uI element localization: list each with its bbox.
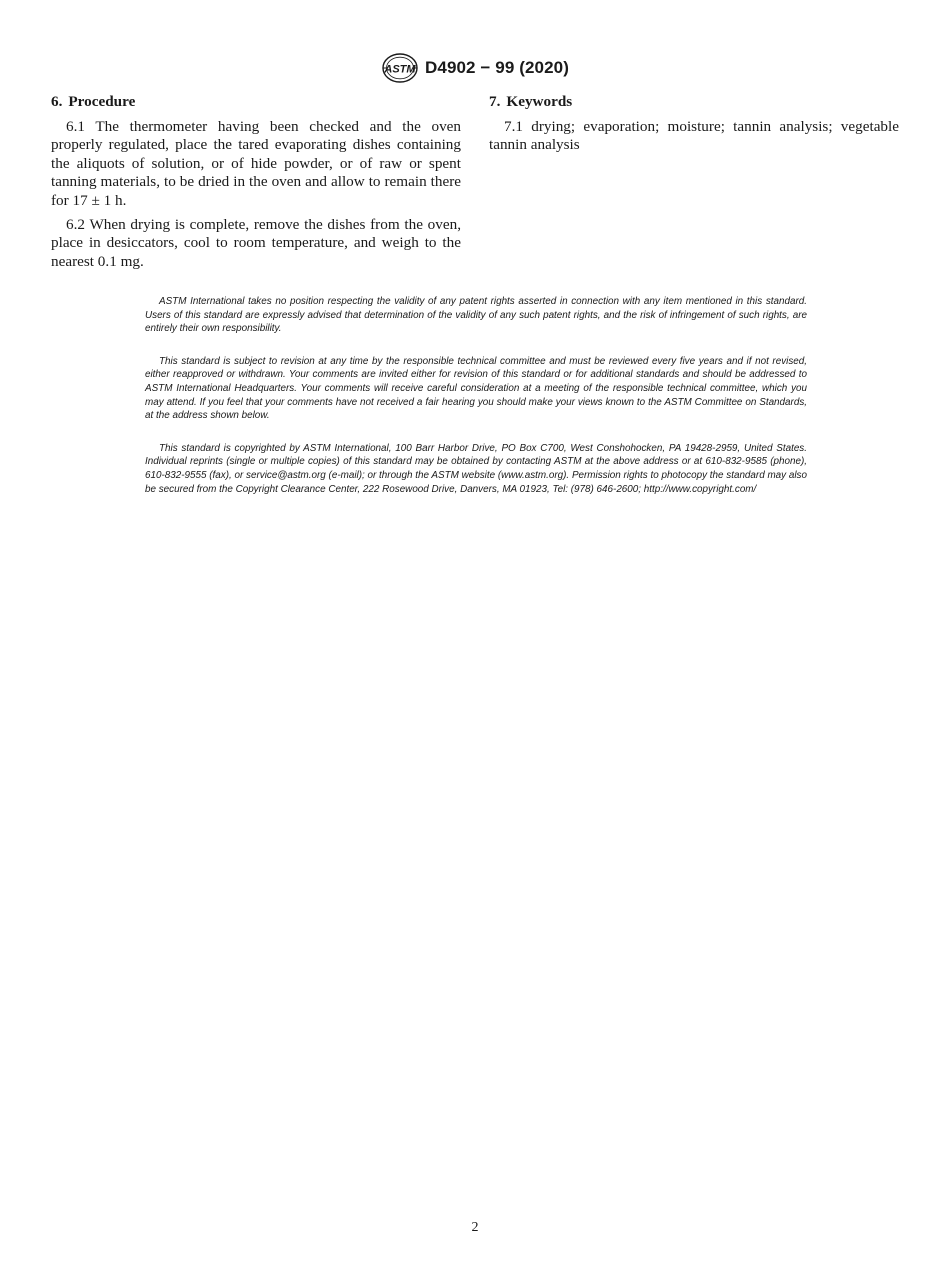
astm-notices [145, 295, 807, 515]
page-header [0, 52, 950, 84]
revision-notice: This standard is subject to revision at any time by the responsible technical committee and must be reviewed every five years and if not revised, either reapproved or withdrawn. Your comments are invited either for revision of this standard or for additional standards and should be addressed to ASTM International Headquarters. Your comments will receive careful consideration at a meeting of the responsible technical committee, which you may attend. If you feel that your comments have not received a fair hearing you should make your views known to the ASTM Committee on Standards, at the address shown below. [145, 355, 807, 422]
section-title: Keywords [506, 93, 573, 110]
astm-logo-icon [381, 52, 419, 84]
section-number: 6. [51, 93, 63, 110]
section-title: Procedure [68, 93, 136, 110]
section-heading [51, 93, 461, 112]
svg-text:ASTM: ASTM [384, 63, 416, 76]
patent-notice: ASTM International takes no position respecting the validity of any patent rights asserted in connection with any item mentioned in this standard. Users of this standard are expressly advised that determination of the validity of any such patent rights, and the risk of infringement of such rights, are entirely their own responsibility. [145, 296, 807, 335]
section-number: 7. [489, 93, 501, 110]
section-heading [489, 93, 899, 112]
copyright-notice: This standard is copyrighted by ASTM International, 100 Barr Harbor Drive, PO Box C700, West Conshohocken, PA 19428-2959, United States. Individual reprints (single or multiple copies) of this standard may be obtained by contacting ASTM at the above address or at 610-832-9585 (phone), 610-832-9555 (fax), or service@astm.org (e-mail); or through the ASTM website (www.astm.org). Permission rights to photocopy the standard may also be secured from the Copyright Clearance Center, 222 Rosewood Drive, Danvers, MA 01923, Tel: (978) 646-2600; http://www.copyright.com/ [145, 442, 807, 495]
document-designation: D4902 − 99 (2020) [425, 58, 569, 77]
page-number: 2 [471, 1220, 479, 1235]
keywords-section [489, 93, 899, 160]
paragraph-6-1: 6.1 The thermometer having been checked and the oven properly regulated, place the tared evaporating dishes containing the aliquots of solution, or of hide powder, or of raw or spent tanning materials, to be dried in the oven and allow to remain there for 17 ± 1 h. [51, 117, 461, 209]
paragraph-6-2: 6.2 When drying is complete, remove the dishes from the oven, place in desiccators, cool to room temperature, and weigh to the nearest 0.1 mg. [51, 215, 461, 270]
procedure-section [51, 93, 461, 276]
paragraph-7-1: 7.1 drying; evaporation; moisture; tannin analysis; vegetable tannin analysis [489, 117, 899, 154]
